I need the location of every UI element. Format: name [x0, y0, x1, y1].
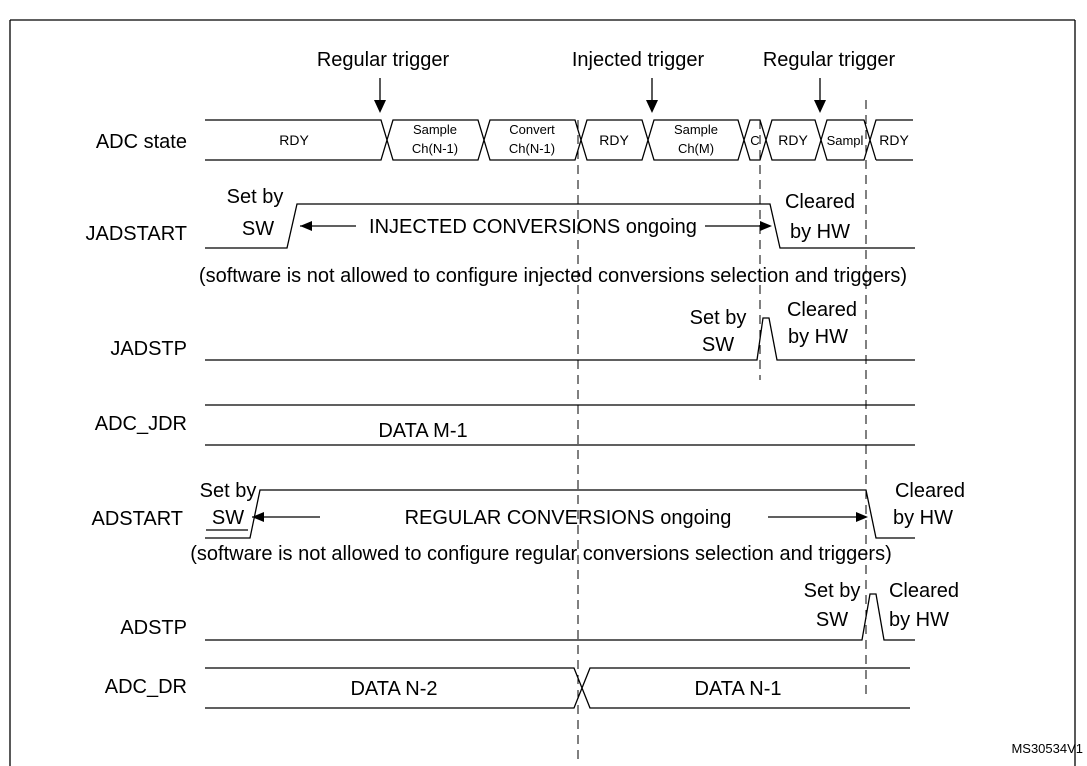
state-sampl-short: Sampl	[826, 133, 864, 148]
state-rdy-4: RDY	[879, 132, 909, 148]
signal-jadstart: JADSTART	[85, 223, 187, 245]
jadstp-sw: SW	[701, 334, 735, 356]
injected-note: (software is not allowed to configure injected conversions selection and triggers)	[198, 265, 908, 287]
adc-jdr-bus	[205, 405, 915, 445]
regular-note: (software is not allowed to configure regular conversions selection and triggers)	[190, 543, 892, 565]
state-convert-ch: Ch(N-1)	[508, 141, 556, 156]
regular-trigger-arrowhead-1	[374, 100, 386, 113]
state-sample-2-ch: Ch(M)	[677, 141, 715, 156]
regular-trigger-label-1: Regular trigger	[316, 49, 450, 71]
adstp-cleared: Cleared	[888, 580, 960, 602]
jadstp-by-hw: by HW	[788, 326, 848, 348]
adc-dr-bus	[205, 668, 910, 708]
jadstart-sw: SW	[241, 218, 275, 240]
state-rdy-3: RDY	[778, 132, 808, 148]
signal-jadstp: JADSTP	[110, 338, 187, 360]
state-sample-1: Sample	[412, 122, 458, 137]
regular-ongoing-text: REGULAR CONVERSIONS ongoing	[404, 507, 732, 529]
signal-adc-jdr: ADC_JDR	[94, 413, 187, 435]
injected-trigger-label: Injected trigger	[571, 49, 705, 71]
dr-data-1: DATA N-2	[350, 678, 438, 700]
jadstart-cleared: Cleared	[784, 191, 856, 213]
state-rdy-2: RDY	[599, 132, 629, 148]
jadstart-arrowhead-left	[300, 221, 312, 231]
jadstp-set-by: Set by	[689, 307, 747, 329]
adstp-by-hw: by HW	[889, 609, 949, 631]
adstart-cleared: Cleared	[894, 480, 966, 502]
regular-trigger-label-2: Regular trigger	[762, 49, 896, 71]
figure-id: MS30534V1	[1011, 741, 1083, 756]
adstart-set-by: Set by	[199, 480, 257, 502]
jadstart-set-by: Set by	[226, 186, 284, 208]
adstart-by-hw: by HW	[893, 507, 953, 529]
state-convert: Convert	[509, 122, 555, 137]
regular-trigger-arrowhead-2	[814, 100, 826, 113]
state-c-short: C	[750, 133, 760, 148]
jdr-data: DATA M-1	[378, 420, 468, 442]
state-sample-1-ch: Ch(N-1)	[411, 141, 459, 156]
injected-ongoing-text: INJECTED CONVERSIONS ongoing	[369, 216, 697, 238]
adstart-sw: SW	[211, 507, 245, 529]
adstp-sw: SW	[815, 609, 849, 631]
jadstart-by-hw: by HW	[790, 221, 850, 243]
signal-adstp: ADSTP	[120, 617, 187, 639]
state-sample-2: Sample	[673, 122, 719, 137]
jadstart-arrowhead-right	[760, 221, 772, 231]
signal-adc-dr: ADC_DR	[104, 676, 187, 698]
signal-adc-state: ADC state	[95, 131, 187, 153]
jadstp-cleared: Cleared	[786, 299, 858, 321]
signal-adstart: ADSTART	[91, 508, 183, 530]
dr-data-2: DATA N-1	[694, 678, 782, 700]
state-rdy-1: RDY	[279, 132, 309, 148]
injected-trigger-arrowhead	[646, 100, 658, 113]
adstp-set-by: Set by	[803, 580, 861, 602]
